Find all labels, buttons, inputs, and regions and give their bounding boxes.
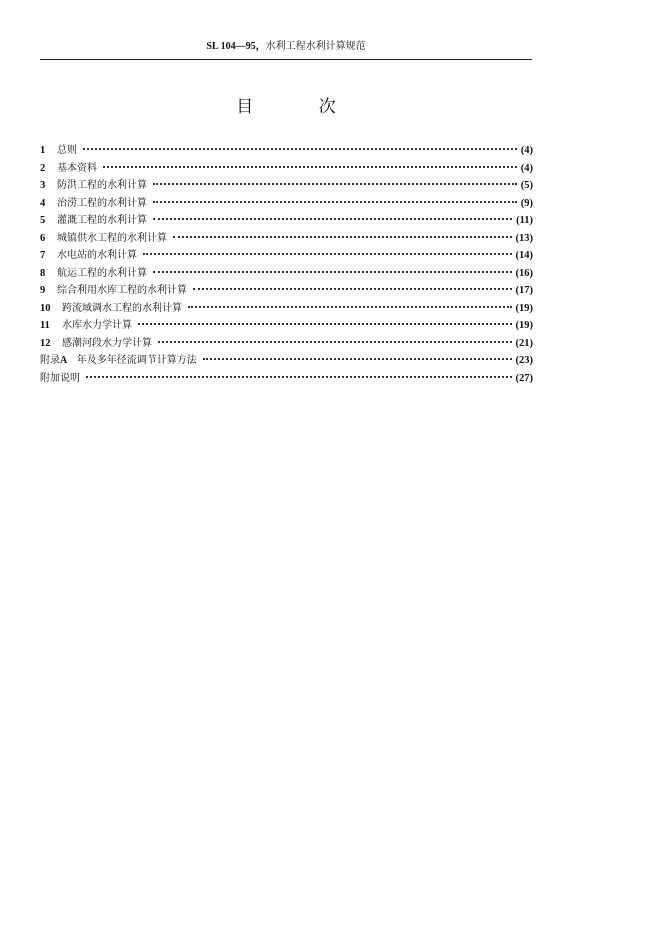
toc-entry-page: (19) [515, 302, 533, 314]
toc-entry-label: 感潮河段水力学计算 [62, 337, 152, 349]
toc-entry-6[interactable] [40, 230, 533, 248]
toc-entry-label: 附加说明 [40, 372, 80, 384]
toc-entry-number: 5 [40, 215, 46, 226]
toc-entry-page: (27) [515, 372, 533, 384]
toc-entry-11[interactable] [40, 317, 533, 335]
toc-entry-4[interactable] [40, 195, 533, 213]
appendix-title: 年及多年径流调节计算方法 [76, 355, 197, 366]
toc-entry-label: 综合利用水库工程的水利计算 [57, 285, 187, 296]
table-of-contents [40, 142, 533, 387]
toc-entry-page: (9) [520, 197, 533, 209]
toc-entry-page: (16) [515, 267, 533, 279]
toc-entry-page: (21) [515, 337, 533, 349]
dot-leader [153, 201, 517, 203]
toc-entry-7[interactable] [40, 247, 533, 265]
toc-entry-page: (5) [520, 180, 533, 191]
toc-appendix-label [40, 352, 203, 370]
toc-entry-label: 航运工程的水利计算 [57, 267, 147, 279]
standard-code: SL 104—95， [206, 41, 266, 52]
dot-leader [193, 288, 512, 290]
toc-entry-label: 城镇供水工程的水利计算 [57, 232, 167, 244]
toc-entry-12[interactable] [40, 335, 533, 353]
toc-entry-number: 1 [40, 145, 46, 156]
toc-entry-10[interactable] [40, 300, 533, 318]
dot-leader [158, 341, 512, 343]
toc-entry-page: (13) [515, 232, 533, 244]
toc-entry-number: 10 [40, 302, 51, 314]
toc-entry-label: 防洪工程的水利计算 [57, 180, 147, 191]
toc-entry-number: 3 [40, 180, 46, 191]
toc-entry-number: 6 [40, 232, 46, 244]
toc-entry-number: 11 [40, 320, 50, 331]
dot-leader [83, 148, 517, 150]
toc-entry-8[interactable] [40, 265, 533, 283]
toc-entry-1[interactable] [40, 142, 533, 160]
dot-leader [203, 358, 512, 360]
toc-entry-number: 7 [40, 250, 46, 261]
toc-entry-5[interactable] [40, 212, 533, 230]
toc-entry-page: (11) [516, 215, 533, 226]
dot-leader [86, 376, 512, 378]
toc-entry-number: 9 [40, 285, 46, 296]
standard-title: 水利工程水利计算规范 [265, 41, 366, 52]
toc-entry-page: (4) [520, 162, 533, 174]
toc-entry-page: (23) [515, 355, 533, 366]
toc-title: 目 次 [236, 97, 366, 117]
appendix-prefix: 附录 [40, 355, 60, 366]
toc-entry-label: 跨流域调水工程的水利计算 [62, 302, 182, 314]
toc-entry-3[interactable] [40, 177, 533, 195]
toc-entry-label: 灌溉工程的水利计算 [57, 215, 147, 226]
toc-entry-page: (17) [515, 285, 533, 296]
running-header [40, 40, 532, 54]
dot-leader [153, 218, 512, 220]
dot-leader [138, 323, 512, 325]
toc-entry-page: (19) [515, 320, 533, 331]
toc-entry-9[interactable] [40, 282, 533, 300]
toc-entry-number: 2 [40, 162, 46, 174]
toc-entry-label: 治涝工程的水利计算 [57, 197, 147, 209]
toc-entry-label: 基本资料 [57, 162, 97, 174]
dot-leader [173, 236, 512, 238]
dot-leader [103, 166, 517, 168]
toc-entry-appendix-a[interactable] [40, 352, 533, 370]
toc-entry-label: 总则 [57, 145, 77, 156]
toc-entry-label: 水库水力学计算 [62, 320, 132, 331]
toc-entry-notes[interactable] [40, 370, 533, 388]
dot-leader [153, 271, 512, 273]
dot-leader [153, 183, 517, 185]
toc-entry-number: 4 [40, 197, 46, 209]
toc-entry-page: (4) [520, 145, 533, 156]
toc-entry-label: 水电站的水利计算 [57, 250, 137, 261]
appendix-letter: A [60, 355, 68, 366]
header-rule [40, 59, 532, 60]
toc-entry-number: 8 [40, 267, 46, 279]
toc-entry-number: 12 [40, 337, 51, 349]
toc-entry-page: (14) [515, 250, 533, 261]
toc-entry-2[interactable] [40, 160, 533, 178]
dot-leader [188, 306, 512, 308]
dot-leader [143, 253, 512, 255]
